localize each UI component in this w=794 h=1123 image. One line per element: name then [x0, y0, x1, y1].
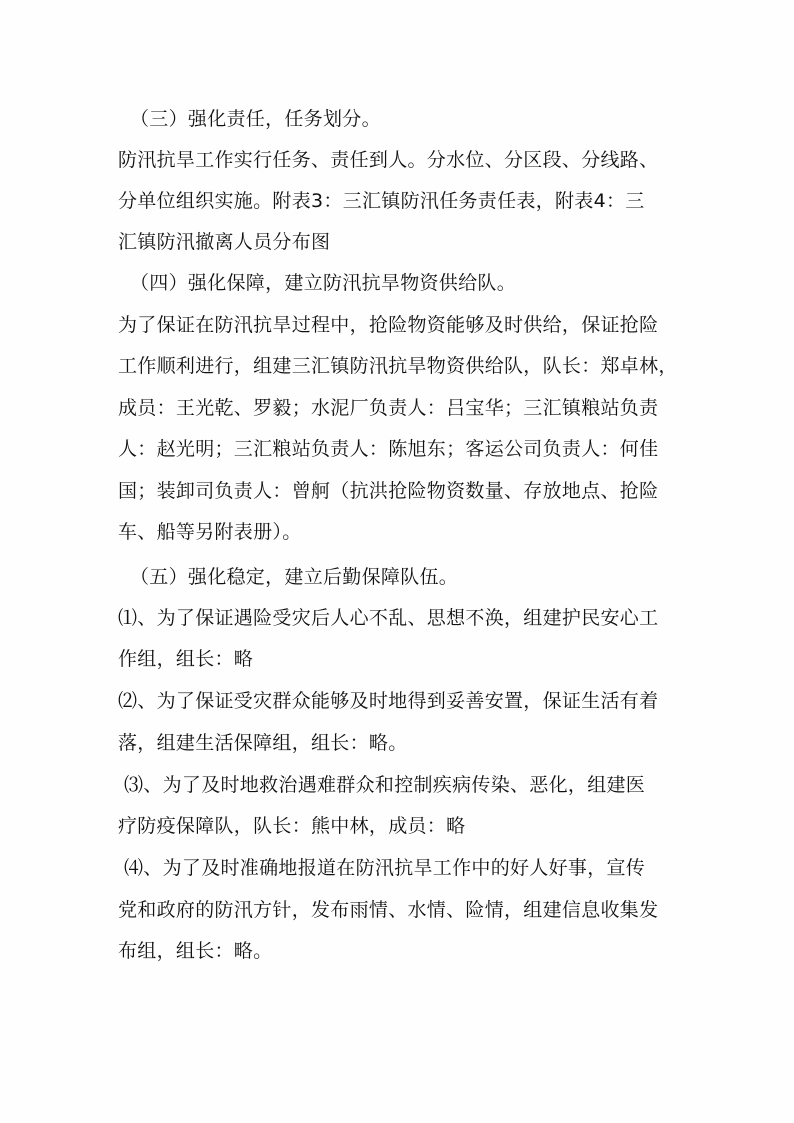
paragraph-line: 汇镇防汛撤离人员分布图	[118, 231, 331, 253]
paragraph-line: 防汛抗旱工作实行任务、责任到人。分水位、分区段、分线路、	[118, 149, 659, 171]
section-heading-3: （三）强化责任，任务划分。	[130, 108, 381, 130]
list-item-line: 作组，组长：略	[118, 648, 254, 670]
list-item-line: 布组，组长：略。	[118, 940, 273, 962]
paragraph-line: 成员：王光乾、罗毅；水泥厂负责人：吕宝华；三汇镇粮站负责	[118, 397, 659, 419]
list-item-line: ⑶、为了及时地救治遇难群众和控制疾病传染、恶化，组建医	[124, 774, 646, 796]
list-item-line: 疗防疫保障队，队长：熊中林，成员：略	[118, 815, 466, 837]
section-heading-5: （五）强化稳定，建立后勤保障队伍。	[130, 566, 459, 588]
list-item-line: ⑴、为了保证遇险受灾后人心不乱、思想不涣，组建护民安心工	[118, 607, 659, 629]
paragraph-line: 分单位组织实施。附表3：三汇镇防汛任务责任表，附表4：三	[118, 190, 645, 212]
paragraph-line: 车、船等另附表册）。	[118, 521, 302, 543]
list-item-line: 党和政府的防汛方针，发布雨情、水情、险情，组建信息收集发	[118, 899, 659, 921]
paragraph-line: 为了保证在防汛抗旱过程中，抢险物资能够及时供给，保证抢险	[118, 314, 659, 336]
paragraph-line: 工作顺利进行，组建三汇镇防汛抗旱物资供给队，队长：郑卓林，	[118, 355, 678, 377]
list-item-line: ⑵、为了保证受灾群众能够及时地得到妥善安置，保证生活有着	[118, 690, 659, 712]
list-item-line: 落，组建生活保障组，组长：略。	[118, 732, 408, 754]
paragraph-line: 国；装卸司负责人：曾舸（抗洪抢险物资数量、存放地点、抢险	[118, 480, 659, 502]
list-item-line: ⑷、为了及时准确地报道在防汛抗旱工作中的好人好事，宣传	[124, 857, 646, 879]
section-heading-4: （四）强化保障，建立防汛抗旱物资供给队。	[130, 272, 517, 294]
paragraph-line: 人：赵光明；三汇粮站负责人：陈旭东；客运公司负责人：何佳	[118, 438, 659, 460]
